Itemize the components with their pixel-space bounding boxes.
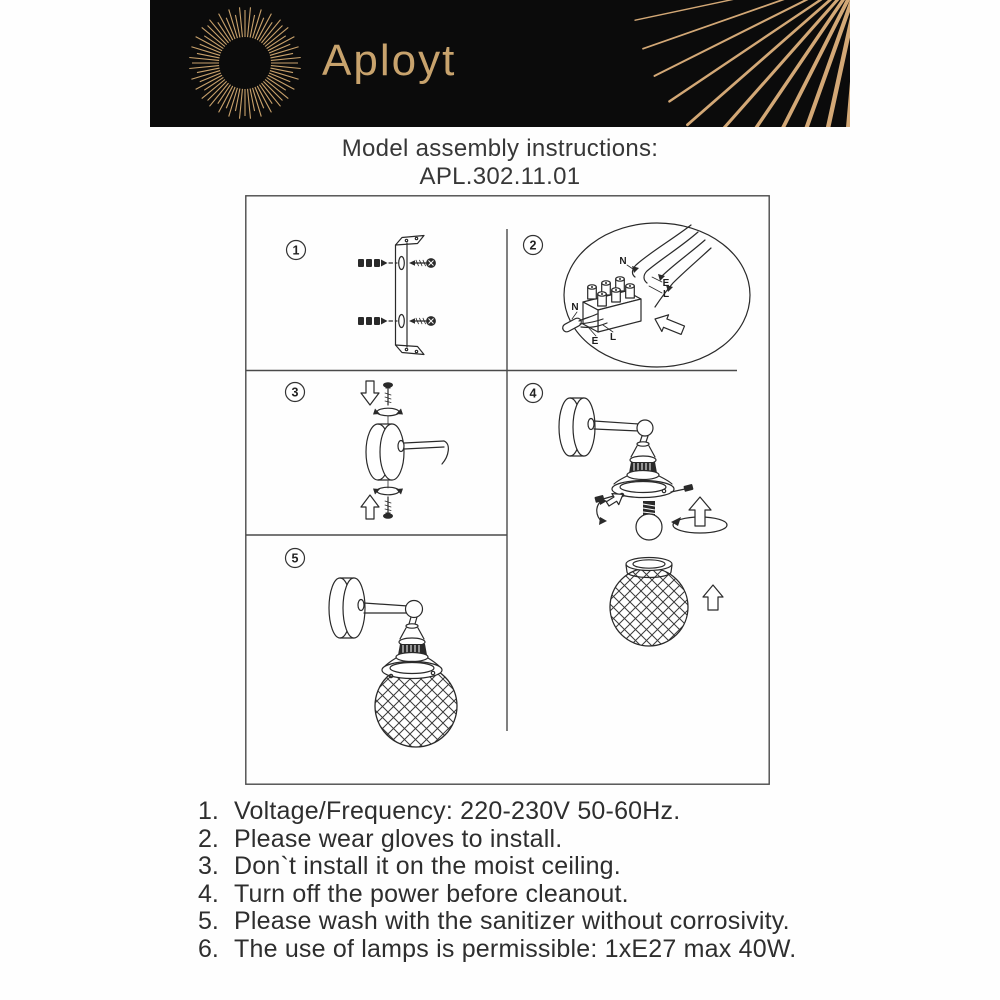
item-number: 2.: [198, 824, 219, 853]
model-number: APL.302.11.01: [419, 163, 581, 190]
step2-panel: [524, 223, 751, 367]
svg-text:N: N: [571, 302, 579, 313]
svg-text:2: 2: [529, 238, 537, 253]
step5-number-badge: [286, 549, 305, 568]
instruction-list: [198, 798, 858, 964]
title-block: [0, 135, 1000, 191]
lift-rotate-arrow-right: [671, 497, 727, 533]
item-text: Please wash with the sanitizer without corrosivity.: [234, 907, 790, 936]
svg-text:1: 1: [292, 243, 300, 258]
item-text: Turn off the power before cleanout.: [234, 879, 629, 908]
brand-wordmark: Aployt: [322, 36, 457, 85]
step1-number-badge: [287, 241, 306, 260]
assembly-diagram-art: [245, 195, 770, 785]
down-arrow-icon: [361, 381, 379, 405]
terminal-block: [583, 277, 641, 332]
list-item: [198, 798, 858, 826]
step1-panel: [287, 236, 436, 355]
up-arrow-icon: [703, 585, 723, 610]
item-number: 4.: [198, 879, 219, 908]
mounting-bracket: [396, 236, 425, 355]
canopy-screw-top: [383, 382, 393, 405]
canopy-disc: [366, 424, 404, 480]
support-arm: [404, 441, 448, 464]
list-item: [198, 853, 858, 881]
item-number: 3.: [198, 852, 219, 881]
step3-number-badge: [286, 383, 305, 402]
step4-panel: [524, 384, 728, 647]
header-art: [150, 0, 850, 127]
list-item: [198, 908, 858, 936]
lamp-socket: [612, 436, 674, 498]
list-item: [198, 881, 858, 909]
item-text: Don`t install it on the moist ceiling.: [234, 852, 621, 881]
item-number: 6.: [198, 934, 219, 963]
item-number: 5.: [198, 907, 219, 936]
rotate-arrow-top: [373, 408, 403, 416]
svg-text:3: 3: [291, 385, 299, 400]
lamp-arm: [594, 420, 653, 436]
svg-text:L: L: [609, 332, 617, 343]
svg-text:N: N: [619, 256, 627, 267]
rotate-arrow-left: [597, 489, 627, 525]
svg-text:L: L: [662, 289, 670, 300]
item-text: The use of lamps is permissible: 1xE27 max 40W.: [234, 934, 797, 963]
svg-text:4: 4: [529, 386, 537, 401]
lamp-socket: [382, 617, 442, 679]
svg-text:E: E: [662, 278, 670, 289]
light-bulb: [636, 501, 662, 540]
wall-plate: [329, 578, 365, 638]
step3-panel: [286, 381, 449, 519]
wall-plate: [559, 398, 595, 456]
assembly-diagram: [245, 195, 770, 785]
step5-panel: [286, 549, 458, 748]
svg-text:5: 5: [291, 551, 299, 566]
list-item: [198, 826, 858, 854]
page-title: Model assembly instructions:: [341, 135, 659, 162]
corner-rays-icon: [635, 0, 850, 127]
item-text: Voltage/Frequency: 220-230V 50-60Hz.: [234, 797, 681, 825]
up-arrow-icon: [361, 495, 379, 519]
svg-text:E: E: [591, 336, 599, 347]
mounting-screw-bottom: [409, 316, 436, 326]
mounting-screw-top: [409, 258, 436, 268]
item-number: 1.: [198, 797, 219, 825]
brand-banner: [150, 0, 850, 127]
list-item: [198, 936, 858, 964]
wall-anchor-bottom: [358, 317, 397, 325]
starburst-logo-icon: [189, 7, 300, 118]
mesh-shade-detached: [610, 558, 688, 647]
step2-number-badge: [524, 236, 543, 255]
step4-number-badge: [524, 384, 543, 403]
wall-anchor-top: [358, 259, 397, 267]
canopy-screw-bottom: [383, 497, 393, 519]
direction-arrow-icon: [652, 311, 687, 339]
lamp-arm: [364, 601, 423, 618]
item-text: Please wear gloves to install.: [234, 824, 563, 853]
